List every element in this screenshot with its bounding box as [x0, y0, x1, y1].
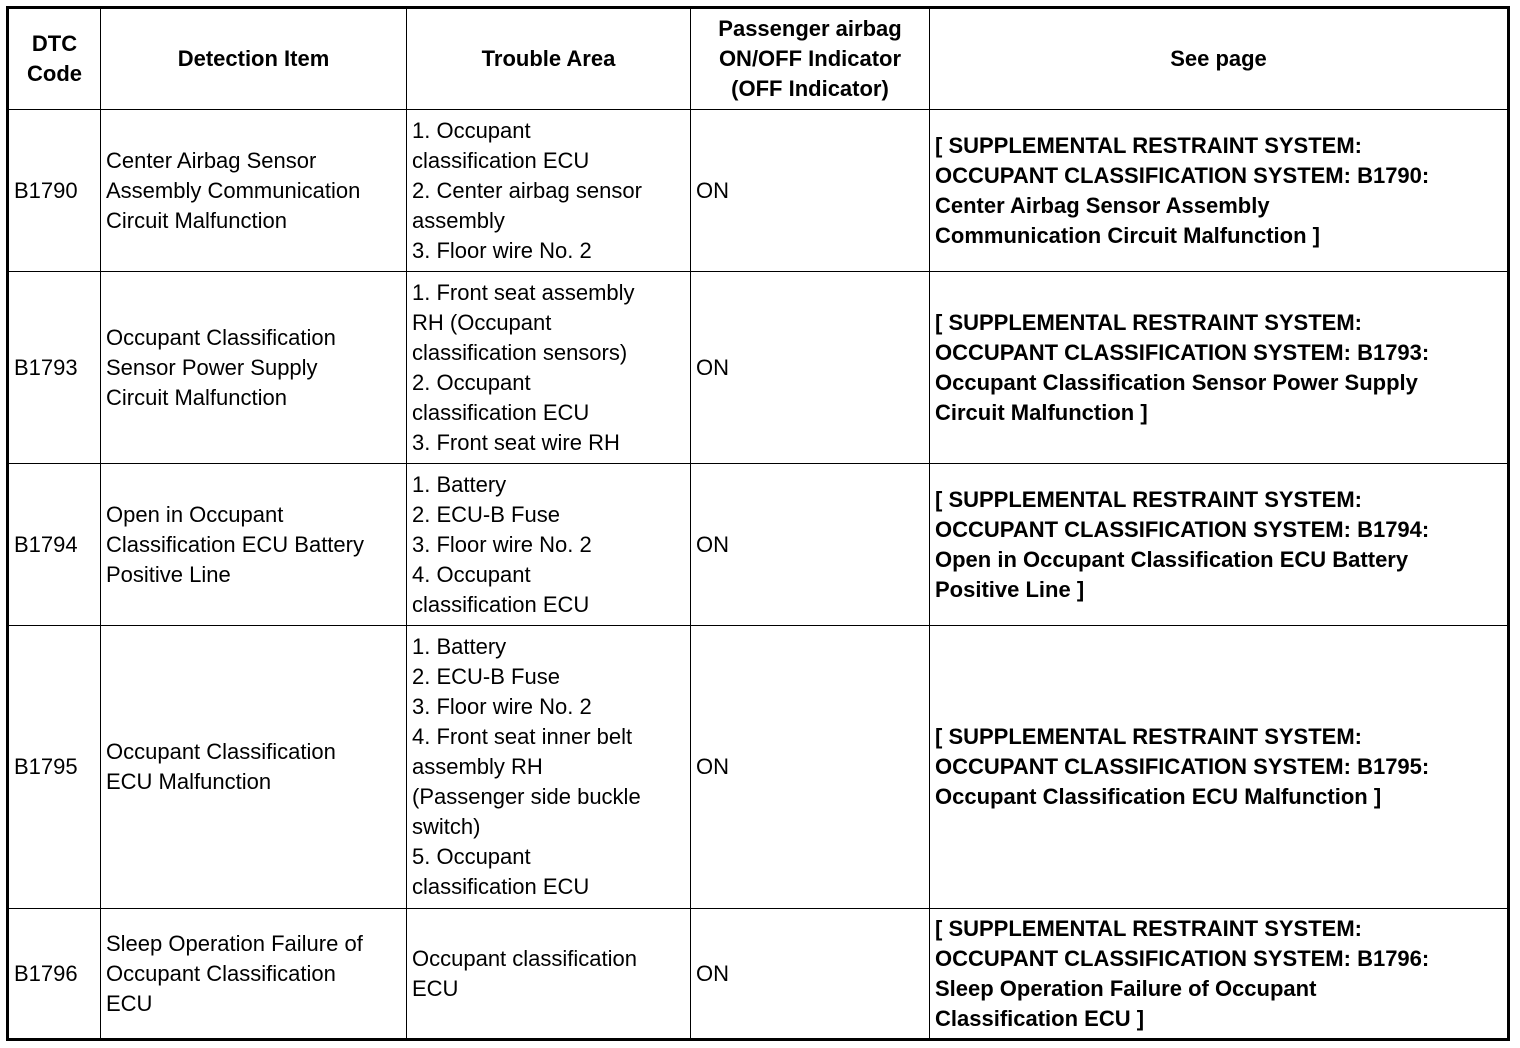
cell-line: Circuit Malfunction	[106, 384, 287, 410]
header-row	[8, 8, 1509, 110]
dtc-table	[6, 6, 1510, 1041]
cell-line: Classification ECU ]	[935, 1005, 1145, 1031]
cell-line: ECU Malfunction	[106, 769, 272, 794]
cell-line: 5. Occupant	[412, 844, 531, 869]
cell-line: OCCUPANT CLASSIFICATION SYSTEM: B1790:	[935, 162, 1430, 188]
cell-line: 1. Occupant	[412, 117, 531, 143]
cell-line: 3. Floor wire No. 2	[412, 694, 592, 719]
cell-see-page[interactable]	[930, 909, 1509, 1040]
cell-line: classification ECU	[412, 591, 590, 617]
cell-line: 3. Floor wire No. 2	[412, 237, 592, 263]
cell-line: Occupant Classification Sensor Power Supply	[935, 369, 1418, 395]
cell-line: 4. Front seat inner belt	[412, 724, 633, 749]
cell-dtc-code: B1790	[8, 110, 101, 272]
cell-line: Occupant Classification	[106, 960, 336, 986]
cell-line: classification sensors)	[412, 339, 628, 365]
cell-line: Open in Occupant	[106, 501, 284, 527]
cell-line: Occupant Classification	[106, 739, 336, 764]
cell-line: OCCUPANT CLASSIFICATION SYSTEM: B1794:	[935, 516, 1430, 542]
cell-trouble-area	[407, 464, 691, 626]
table-row	[8, 272, 1509, 464]
cell-line: OCCUPANT CLASSIFICATION SYSTEM: B1795:	[935, 754, 1430, 779]
cell-line: Sensor Power Supply	[106, 354, 318, 380]
cell-line: 1. Battery	[412, 634, 507, 659]
cell-indicator: ON	[691, 110, 930, 272]
cell-trouble-area	[407, 110, 691, 272]
cell-line: 1. Front seat assembly	[412, 279, 635, 305]
cell-line: Assembly Communication	[106, 177, 361, 203]
cell-line: 2. ECU-B Fuse	[412, 664, 560, 689]
cell-dtc-code: B1794	[8, 464, 101, 626]
cell-line: Classification ECU Battery	[106, 531, 364, 557]
cell-trouble-area	[407, 626, 691, 909]
cell-line: Communication Circuit Malfunction ]	[935, 222, 1320, 248]
cell-line: 4. Occupant	[412, 561, 531, 587]
header-detection-item: Detection Item	[101, 8, 407, 110]
cell-line: assembly RH	[412, 754, 543, 779]
cell-line: [ SUPPLEMENTAL RESTRAINT SYSTEM:	[935, 724, 1362, 749]
cell-see-page[interactable]	[930, 110, 1509, 272]
cell-line: 2. Occupant	[412, 369, 531, 395]
cell-dtc-code: B1795	[8, 626, 101, 909]
cell-dtc-code: B1796	[8, 909, 101, 1040]
cell-line: classification ECU	[412, 147, 590, 173]
cell-detection-item	[101, 464, 407, 626]
cell-indicator: ON	[691, 464, 930, 626]
cell-line: Occupant Classification ECU Malfunction ]	[935, 784, 1382, 809]
cell-line: assembly	[412, 207, 505, 233]
cell-trouble-area	[407, 909, 691, 1040]
cell-line: [ SUPPLEMENTAL RESTRAINT SYSTEM:	[935, 132, 1362, 158]
cell-line: [ SUPPLEMENTAL RESTRAINT SYSTEM:	[935, 486, 1362, 512]
table-row	[8, 626, 1509, 909]
table-row	[8, 110, 1509, 272]
cell-line: 2. ECU-B Fuse	[412, 501, 560, 527]
cell-indicator: ON	[691, 626, 930, 909]
cell-detection-item	[101, 272, 407, 464]
cell-line: Open in Occupant Classification ECU Battery	[935, 546, 1409, 572]
header-indicator: Passenger airbag ON/OFF Indicator (OFF Indicator)	[691, 8, 930, 110]
cell-line: 1. Battery	[412, 471, 507, 497]
cell-line: OCCUPANT CLASSIFICATION SYSTEM: B1793:	[935, 339, 1430, 365]
cell-line: Center Airbag Sensor Assembly	[935, 192, 1270, 218]
cell-indicator: ON	[691, 272, 930, 464]
cell-see-page[interactable]	[930, 464, 1509, 626]
cell-line: Occupant classification	[412, 945, 637, 971]
cell-line: (Passenger side buckle	[412, 784, 641, 809]
cell-line: OCCUPANT CLASSIFICATION SYSTEM: B1796:	[935, 945, 1430, 971]
cell-line: Center Airbag Sensor	[106, 147, 317, 173]
cell-line: Circuit Malfunction ]	[935, 399, 1148, 425]
table-header	[8, 8, 1509, 110]
cell-detection-item	[101, 909, 407, 1040]
cell-line: Positive Line	[106, 561, 231, 587]
cell-see-page[interactable]	[930, 272, 1509, 464]
cell-line: classification ECU	[412, 399, 590, 425]
cell-line: [ SUPPLEMENTAL RESTRAINT SYSTEM:	[935, 915, 1362, 941]
header-see-page: See page	[930, 8, 1509, 110]
table-row	[8, 464, 1509, 626]
table-body	[8, 110, 1509, 1040]
cell-line: Circuit Malfunction	[106, 207, 287, 233]
cell-detection-item	[101, 110, 407, 272]
cell-line: 3. Front seat wire RH	[412, 429, 620, 455]
cell-line: ECU	[412, 975, 459, 1001]
cell-line: Sleep Operation Failure of Occupant	[935, 975, 1317, 1001]
cell-indicator: ON	[691, 909, 930, 1040]
header-dtc-code: DTC Code	[8, 8, 101, 110]
table-row	[8, 909, 1509, 1040]
header-trouble-area: Trouble Area	[407, 8, 691, 110]
cell-line: Sleep Operation Failure of	[106, 930, 363, 956]
cell-line: [ SUPPLEMENTAL RESTRAINT SYSTEM:	[935, 309, 1362, 335]
cell-line: 3. Floor wire No. 2	[412, 531, 592, 557]
cell-see-page[interactable]	[930, 626, 1509, 909]
cell-line: ECU	[106, 990, 153, 1016]
cell-detection-item	[101, 626, 407, 909]
cell-line: classification ECU	[412, 874, 590, 899]
cell-trouble-area	[407, 272, 691, 464]
cell-line: Occupant Classification	[106, 324, 336, 350]
cell-line: switch)	[412, 814, 481, 839]
cell-line: 2. Center airbag sensor	[412, 177, 642, 203]
cell-line: Positive Line ]	[935, 576, 1085, 602]
cell-line: RH (Occupant	[412, 309, 552, 335]
cell-dtc-code: B1793	[8, 272, 101, 464]
